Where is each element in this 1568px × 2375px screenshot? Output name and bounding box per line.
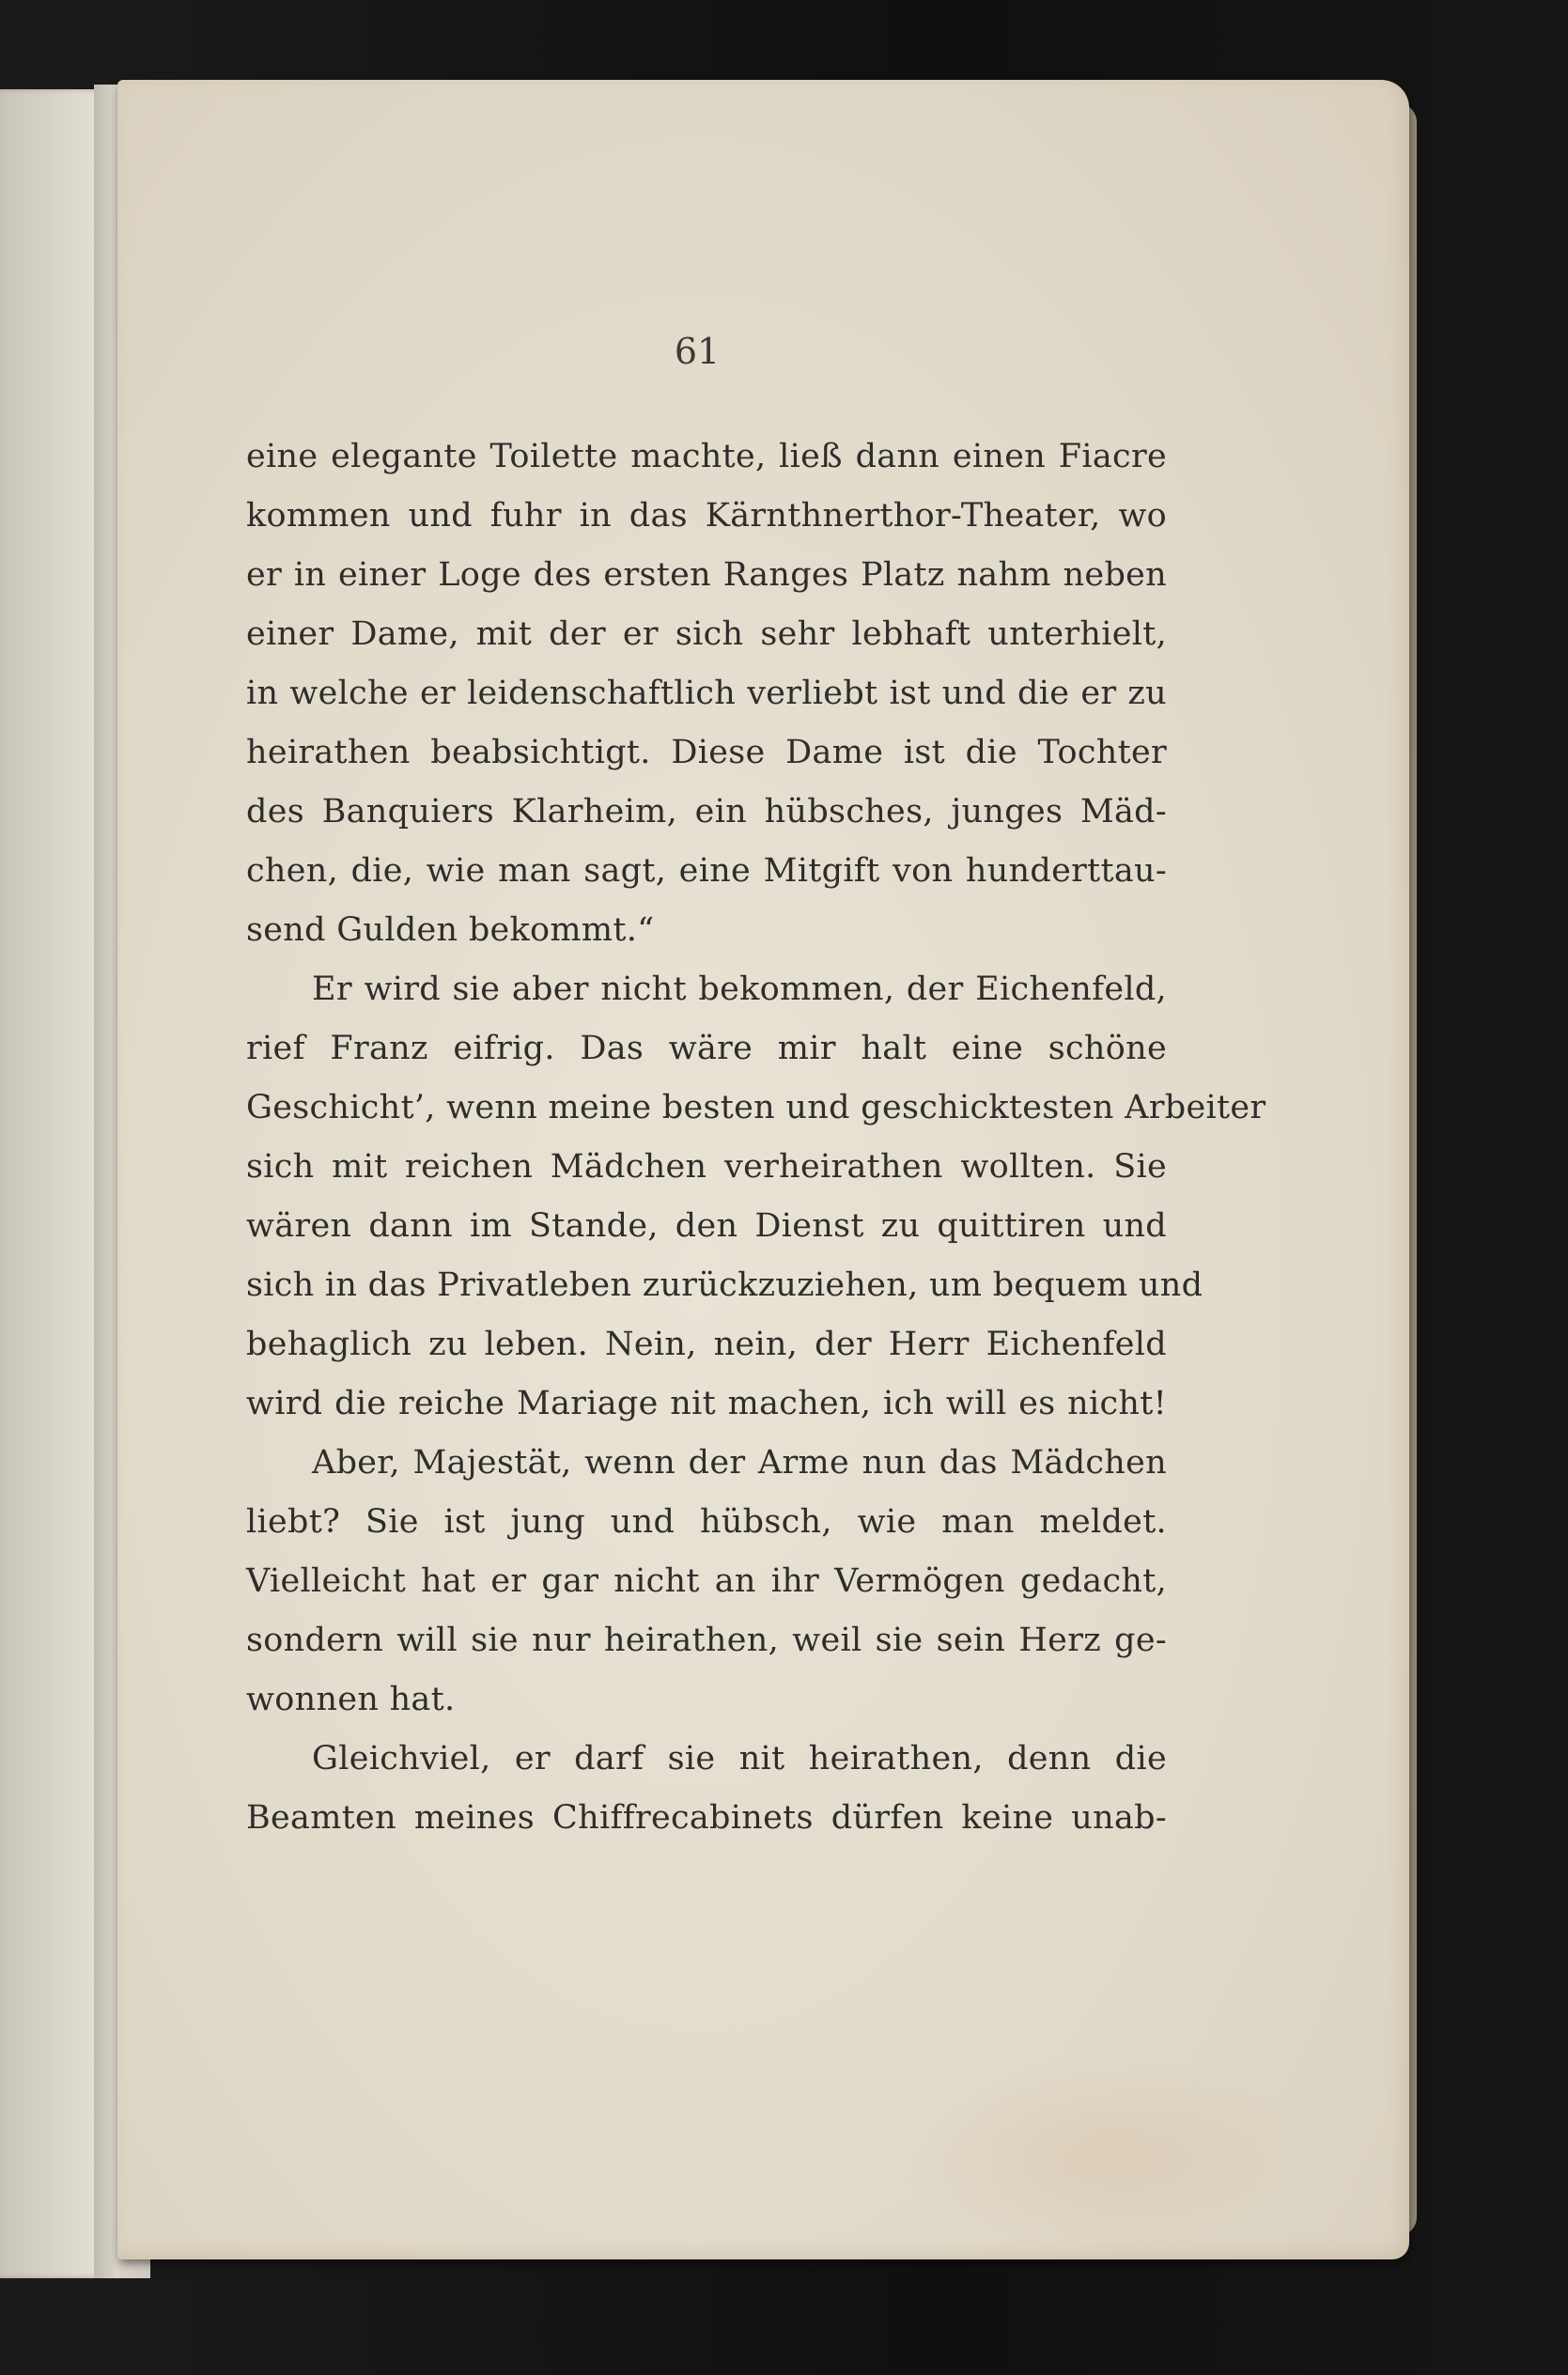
text-line: Er wird sie aber nicht bekommen, der Eichenfeld,	[312, 970, 1167, 1008]
text-line: heirathen beabsichtigt. Diese Dame ist die Tochter	[246, 734, 1167, 771]
text-line: in welche er leidenschaftlich verliebt ist und die er zu	[246, 675, 1167, 712]
text-line: rief Franz eifrig. Das wäre mir halt eine schöne	[246, 1030, 1167, 1067]
text-line: sich in das Privatleben zurückzuziehen, um bequem und	[246, 1266, 1203, 1304]
text-line: send Gulden bekommt.“	[246, 911, 655, 949]
text-line: wird die reiche Mariage nit machen, ich will es nicht!	[246, 1385, 1167, 1422]
text-line: Vielleicht hat er gar nicht an ihr Vermögen gedacht,	[246, 1562, 1167, 1600]
text-line: Geschicht’, wenn meine besten und geschicktesten Arbeiter	[246, 1089, 1266, 1126]
body-text	[246, 427, 1266, 1848]
text-line: einer Dame, mit der er sich sehr lebhaft unterhielt,	[246, 615, 1167, 653]
text-line: Gleichviel, er darf sie nit heirathen, denn die	[312, 1740, 1167, 1777]
text-line: kommen und fuhr in das Kärnthnerthor-Theater, wo	[246, 497, 1167, 535]
text-line: liebt? Sie ist jung und hübsch, wie man meldet.	[246, 1503, 1167, 1541]
text-line: wären dann im Stande, den Dienst zu quittiren und	[246, 1207, 1167, 1245]
text-line: eine elegante Toilette machte, ließ dann einen Fiacre	[246, 438, 1167, 475]
page-number: 61	[674, 331, 721, 372]
text-line: Aber, Majestät, wenn der Arme nun das Mädchen	[312, 1444, 1167, 1482]
text-line: chen, die, wie man sagt, eine Mitgift von hunderttau-	[246, 852, 1167, 890]
text-line: wonnen hat.	[246, 1681, 456, 1718]
text-line: sich mit reichen Mädchen verheirathen wollten. Sie	[246, 1148, 1167, 1186]
text-line: behaglich zu leben. Nein, nein, der Herr Eichenfeld	[246, 1326, 1167, 1363]
text-line: er in einer Loge des ersten Ranges Platz nahm neben	[246, 556, 1167, 594]
text-line: Beamten meines Chiffrecabinets dürfen keine unab-	[246, 1799, 1167, 1837]
text-line: des Banquiers Klarheim, ein hübsches, junges Mäd-	[246, 793, 1167, 830]
paper-stain	[888, 2053, 1320, 2259]
text-line: sondern will sie nur heirathen, weil sie sein Herz ge-	[246, 1622, 1167, 1659]
